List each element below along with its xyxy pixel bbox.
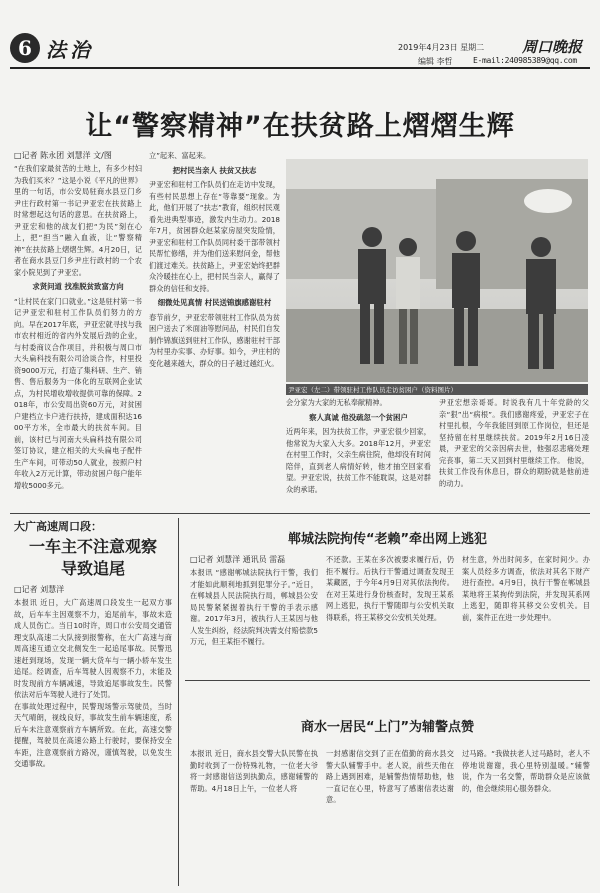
right2-column-1: 本报讯 近日，商水县交警大队民警在执勤时收到了一份特殊礼物，一位老大爷将一封感谢信送到执勤点，感谢辅警的帮助。4月18日上午，一位老人将 — [190, 749, 318, 793]
main-subhead-1: 求贤问道 找准脱贫致富方向 — [32, 282, 124, 291]
right2-column-3: 过马路。“我做扶老人过马路时，老人不停地说谢谢，我心里特别温暖。”辅警说，作为一名交警，帮助群众是应该做的，他会继续用心服务群众。 — [462, 749, 590, 793]
column-divider — [178, 518, 179, 886]
right-articles-divider — [185, 680, 590, 681]
editor-email: E-mail:240985389@qq.com — [473, 56, 577, 65]
main-column-4: 尹亚宏想亲哥哥。时说我有几十年党龄的父亲“狠”出“病根”。我们感谢疼爱，尹亚宏子在村里扎根，今年我能回到原工作岗位，但还是坚持留在村里继续扶贫。2019年2月16日凌晨，尹亚宏的父亲因病去世，他强忍悲痛处理完丧事，第二天又回到村里继续工作。 他说，扶贫工作没有休息日，群众的期盼就是他前进的动力。 — [439, 398, 589, 488]
photo-illustration — [286, 159, 588, 382]
left-title-line2: 导致追尾 — [60, 559, 125, 578]
left-byline: □记者 刘慧洋 — [14, 585, 65, 594]
main-column-3: 会分家为大家的无私奉献精神。 察人真诚 他没疏忽一个贫困户 近两年来，因为扶贫工作，尹亚宏很少回家，他常说为大家入大多。2018年12月，尹亚宏在村里工作时，父亲生病住院，他却没有时间陪伴，直到老人病情好转，他才抽空回家看望。尹亚宏说，扶贫工作不能耽误，这是对群众的承诺。 — [286, 398, 431, 494]
issue-date: 2019年4月23日 星期二 — [398, 43, 485, 52]
right2-column-2: 一封感谢信交到了正在值勤的商水县交警大队辅警手中。老人说，前些天他在路上遇到困难，是辅警热情帮助他，他一直记在心里，特意写了感谢信表达谢意。 — [326, 749, 454, 804]
page-number-badge: 6 — [10, 33, 40, 63]
header-rule — [10, 67, 590, 69]
photo-caption: 尹亚宏（左二）带领驻村工作队员走访贫困户（资料图片） — [286, 384, 588, 395]
main-subhead-3: 细微处见真情 村民送锦旗感谢驻村 — [157, 298, 272, 307]
right1-column-1: 本报讯 “感谢郸城法院执行干警，我们才能如此顺利地抓到犯罪分子。”近日，在郸城县人民法院执行局，郸城县公安局民警紧紧握着执行干警的手表示感谢。2017年3月，被执行人王某因与他人发生纠纷，经法院判决需支付赔偿款5万元，但王某拒不履行。 — [190, 568, 318, 646]
left-article-body: 本报讯 近日，大广高速周口段发生一起双方事故，后车车主因观察不力，追尾前车，事故未造成人员伤亡。当日10时许，周口市公安局交通管理支队高速二大队接到报警称，在大广高速与商周高速互通立交北侧发生一起追尾事故。民警迅速赶到现场，发现一辆大货车与一辆小轿车发生追尾。经调查，后车驾驶人因观察不力，未能及时发现前方车辆减速，导致追尾事故发生。民警依法对后车驾驶人进行了处罚。 在事故处理过程中，民警现场警示驾驶员，当时天气晴朗，视线良好，事故发生前车辆速度，系后车未注意观察前方车辆所致。在此，高速交警提醒，驾驶员在高速公路上行驶时，要保持安全车距，注意观察前方路况，谨慎驾驶，以免发生交通事故。 — [14, 598, 172, 768]
main-byline: □记者 陈永团 刘慧洋 文/图 — [14, 151, 112, 160]
main-photo — [286, 159, 588, 382]
main-subhead-2: 把村民当亲人 扶贫又扶志 — [172, 165, 257, 175]
left-kicker: 大广高速周口段： — [14, 520, 102, 533]
section-title: 法治 — [46, 38, 94, 62]
right1-column-3: 材生意，外出时间多，在家时间少。办案人员经多方调查，依法对其名下财产进行查控。4月9日，执行干警在郸城县某地将王某拘传到法院，并发现其系网上逃犯，随即将其移交公安机关。目前，案件正在进一步处理中。 — [462, 555, 590, 622]
main-column-2: 立”起来、富起来。 把村民当亲人 扶贫又扶志 尹亚宏和驻村工作队员们在走访中发现，有些村民思想上存在“等靠要”现象。为此，他们开展了“扶志”教育，组织村民观看先进典型事迹，激发内生动力。2018年7月，贫困群众赵某家房屋突发险情，尹亚宏和驻村工作队员同村委干部带领村民帮忙修缮，并为他们送来慰问金，帮他们渡过难关。扶贫路上，尹亚宏始终把群众冷暖挂在心上，把村民当亲人，赢得了群众的信任和支持。 细微处见真情 村民送锦旗感谢驻村 春节前夕，尹亚宏带领驻村工作队员为贫困户送去了米面油等慰问品，村民们自发制作锦旗送到驻村工作队，感谢驻村干部为村里办实事、办好事。如今，尹庄村的变化越来越大，群众的日子越过越红火。 — [149, 151, 280, 368]
editor-credit: 编辑 李哲 — [418, 57, 453, 66]
right1-title: 郸城法院拘传“老赖”牵出网上逃犯 — [287, 532, 488, 547]
main-headline: 让“警察精神”在扶贫路上熠熠生辉 — [85, 111, 515, 142]
right1-column-2: 不还款。王某在多次被要求履行后，仍拒不履行。后执行干警通过调查发现王某藏匿，于今年4月9日对其依法拘传。在对王某进行身份核查时，发现王某系网上逃犯，执行干警随即与公安机关取得联系，将王某移交公安机关处理。 — [326, 555, 454, 622]
main-column-1: “在我们家最贫苦的土地上，有多少村妇为我们买米？”这是小说《平凡的世界》里的一句话，市公安局驻商水县豆门乡尹庄行政村第一书记尹亚宏在扶贫路上时常想起这句话的意思。在扶贫路上，尹亚宏和他的战友们把“为民”刻在心上，把“担当”融入血液，让“警察精神”在扶贫路上熠熠生辉。4月20日，记者在商水县豆门乡尹庄行政村的一个农家小院见到了尹亚宏。 求贤问道 找准脱贫致富方向 “让村民在家门口就业。”这是驻村第一书记尹亚宏和驻村工作队员们努力的方向。早在2017年底，尹亚宏就寻找与我市农村相近的省内外发展后劲的企业，与村委商议合作项目，并积极与周口市大头扁科技有限公司洽谈合作，村里投资9000万元，打造了集科研、生产、销售、售后服务为一体化的互联网企业试点，为村民增收增收提供可靠的保障。2018年，市公安局出资60万元，对贫困户建档立卡户进行扶持，建成面积达1600平方米，全市最大的扶贫车间。目前，该村已与河南大头扁科技有限公司签订协议，建立相关的大头扁电子配件生产车间，可带动50人就业，按照户村年收入2万元计算，带动贫困户每户能年增收5000多元。 — [14, 164, 142, 490]
main-subhead-4: 察人真诚 他没疏忽一个贫困户 — [309, 412, 408, 422]
left-title-line1: 一车主不注意观察 — [28, 537, 157, 556]
right1-byline: □记者 刘慧洋 通讯员 雷磊 — [190, 555, 286, 564]
main-article-divider — [10, 513, 590, 514]
right2-title: 商水一居民“上门”为辅警点赞 — [300, 720, 475, 735]
newspaper-name: 周口晚报 — [522, 38, 583, 56]
